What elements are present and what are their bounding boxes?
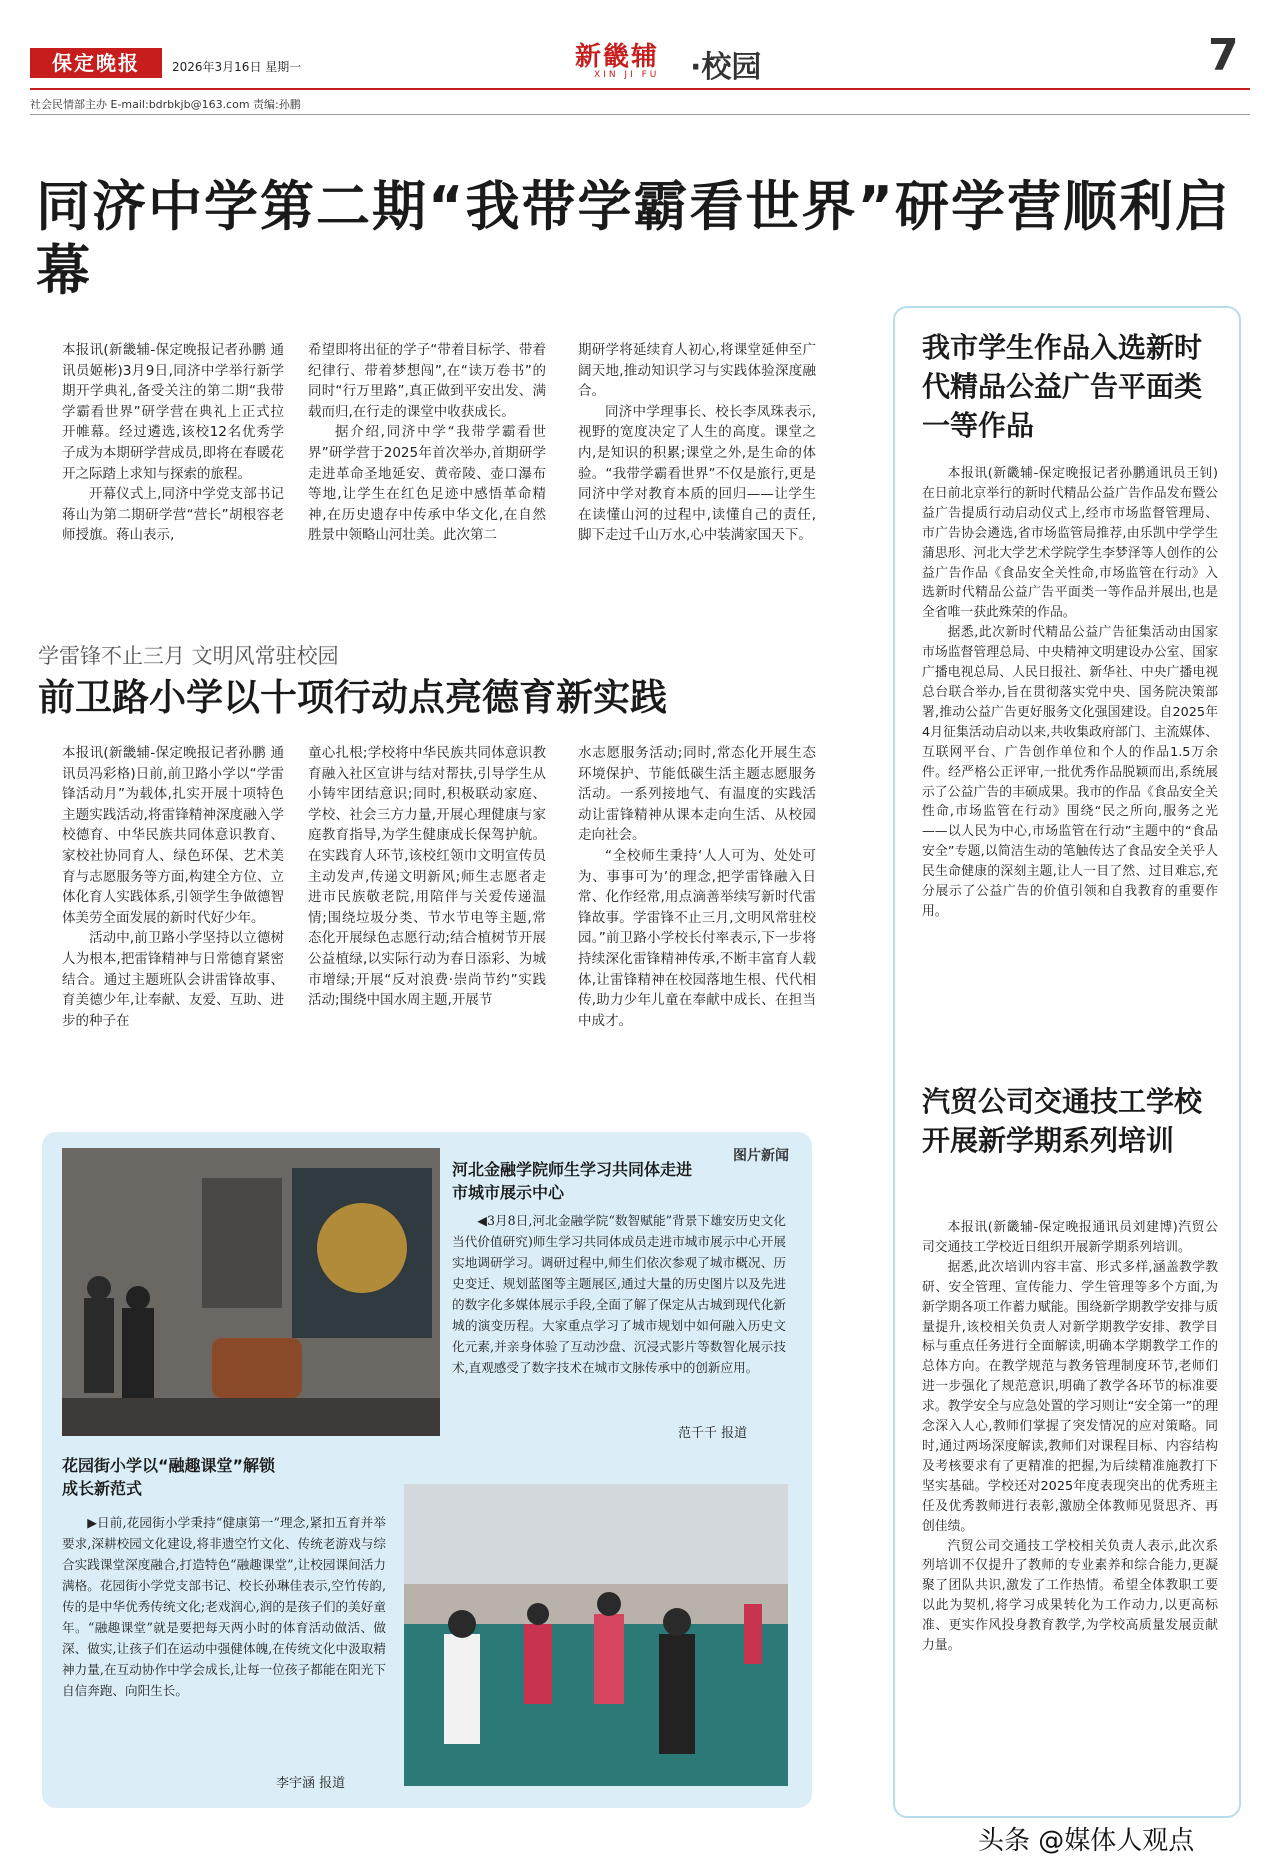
article1-col2-p2: 据介绍,同济中学“我带学霸看世界”研学营于2025年首次举办,首期研学走进革命圣地延安、黄帝陵、壶口瀑布等地,让学生在红色足迹中感悟革命精神,在历史遗存中传承中华文化,在自然胜景中领略山河壮美。此次第二 bbox=[308, 424, 546, 544]
newspaper-logo: 保定晚报 bbox=[30, 48, 162, 78]
article2-col2 bbox=[308, 743, 546, 1011]
article2-col1 bbox=[62, 743, 284, 1031]
article1-col3-p2: 同济中学理事长、校长李凤珠表示,视野的宽度决定了人生的高度。课堂之内,是知识的积累;课堂之外,是生命的体验。“我带学霸看世界”不仅是旅行,更是同济中学对教育本质的回归——让学生在读懂山河的过程中,读懂自己的责任,脚下走过千山万水,心中装满家国天下。 bbox=[578, 403, 816, 544]
photo-item2-body bbox=[62, 1512, 386, 1701]
sidebar-article1-p1: 本报讯(新畿辅-保定晚报记者孙鹏通讯员王钊)在日前北京举行的新时代精品公益广告作品发布暨公益广告提质行动启动仪式上,经市市场监督管理局、市广告协会遴选,省市场监管局推荐,由乐凯中学学生蒲思形、河北大学艺术学院学生李梦泽等人创作的公益广告作品《食品安全关性命,市场监管在行动》入选新时代精品公益广告平面类一等作品并展出,也是全省唯一获此殊荣的作品。 bbox=[922, 466, 1218, 621]
section-name: ·校园 bbox=[690, 50, 762, 85]
photo-item1-text: ◀3月8日,河北金融学院“数智赋能”背景下雄安历史文化当代价值研究)师生学习共同体成员走进市城市展示中心开展实地调研学习。调研过程中,师生们依次参观了城市概况、历史变迁、规划蓝图等主题展区,通过大量的历史图片以及先进的数字化多媒体展示手段,全面了解了保定从古城到现代化新城的演变历程。大家重点学习了城市规划中如何融入历史文化元素,并亲身体验了互动沙盘、沉浸式影片等数智化展示技术,直观感受了数字技术在城市文脉传承中的创新应用。 bbox=[452, 1213, 786, 1375]
photo-item1-body bbox=[452, 1210, 786, 1378]
source-watermark: 头条 @媒体人观点 bbox=[978, 1826, 1195, 1856]
article2-col3 bbox=[578, 743, 816, 1031]
article1-col2-p1: 希望即将出征的学子“带着目标学、带着纪律行、带着梦想闯”,在“读万卷书”的同时“行万里路”,真正做到平安出发、满载而归,在行走的课堂中收获成长。 bbox=[308, 342, 546, 420]
article1-col3-p1: 期研学将延续育人初心,将课堂延伸至广阔天地,推动知识学习与实践体验深度融合。 bbox=[578, 342, 816, 400]
article1-headline: 同济中学第二期“我带学霸看世界”研学营顺利启幕 bbox=[36, 175, 1231, 302]
photo-item1-title: 河北金融学院师生学习共同体走进市城市展示中心 bbox=[452, 1160, 693, 1202]
masthead-rule bbox=[30, 88, 1250, 90]
sidebar-article2-p2: 据悉,此次培训内容丰富、形式多样,涵盖教学教研、安全管理、宣传能力、学生管理等多个方面,为新学期各项工作蓄力赋能。围绕新学期教学安排与质量提升,该校相关负责人对新学期教学安排、教学目标与重点任务进行全面解读,明确本学期教学工作的总体方向。在教学规范与教务管理制度环节,老师们进一步强化了规范意识,明确了教学各环节的标准要求。教学安全与应急处置的学习则让“安全第一”的理念深入人心,教师们掌握了突发情况的应对策略。同时,通过两场深度解读,教师们对课程目标、内容结构及考核要求有了更精准的把握,为后续精准施教打下坚实基础。学校还对2025年度表现突出的优秀班主任及优秀教师进行表彰,激励全体教师见贤思齐、再创佳绩。 bbox=[922, 1259, 1218, 1534]
article1-col1-p2: 开幕仪式上,同济中学党支部书记蒋山为第二期研学营“营长”胡根容老师授旗。蒋山表示, bbox=[62, 486, 284, 544]
page-number: 7 bbox=[1208, 30, 1239, 81]
photo-news-label: 图片新闻 bbox=[733, 1148, 789, 1164]
article2-headline: 前卫路小学以十项行动点亮德育新实践 bbox=[38, 676, 667, 719]
schoolyard-illustration bbox=[404, 1484, 788, 1786]
photo-item2-credit: 李宇涵 报道 bbox=[276, 1776, 346, 1791]
sidebar-article1 bbox=[922, 464, 1218, 922]
kongzhu-class-photo bbox=[404, 1484, 788, 1786]
article2-col3-p1: 水志愿服务活动;同时,常态化开展生态环境保护、节能低碳生活主题志愿服务活动。一系列接地气、有温度的实践活动让雷锋精神从课本走向生活、从校园走向社会。 bbox=[578, 745, 816, 844]
sidebar-article1-p2: 据悉,此次新时代精品公益广告征集活动由国家市场监督管理总局、中央精神文明建设办公室、国家广播电视总局、人民日报社、新华社、中央广播电视总台联合举办,旨在贯彻落实党中央、国务院决策部署,推动公益广告更好服务文化强国建设。自2025年4月征集活动启动以来,共收集政府部门、主流媒体、互联网平台、广告创作单位和个人的作品1.5万余件。经严格公正评审,一批优秀作品脱颖而出,系统展示了公益广告的丰硕成果。我市的作品《食品安全关性命,市场监管在行动》围绕“民之所向,服务之光——以人民为中心,市场监管在行动”主题中的“食品安全”专题,以简洁生动的笔触传达了食品安全关乎人民生命健康的深刻主题,让人一目了然、过目难忘,充分展示了公益广告的价值引领和自我教育的重要作用。 bbox=[922, 625, 1218, 919]
photo-item2-title: 花园街小学以“融趣课堂”解锁成长新范式 bbox=[62, 1456, 276, 1498]
photo-item1-credit: 范千千 报道 bbox=[678, 1426, 748, 1441]
photo-item2-text: ▶日前,花园街小学秉持“健康第一”理念,紧扣五育并举要求,深耕校园文化建设,将非遗空竹文化、传统老游戏与综合实践课堂深度融合,打造特色“融趣课堂”,让校园课间活力满格。花园街小学党支部书记、校长孙琳佳表示,空竹传韵,传的是中华优秀传统文化;老戏润心,润的是孩子们的美好童年。“融趣课堂”就是要把每天两小时的体育活动做活、做深、做实,让孩子们在运动中强健体魄,在传统文化中汲取精神力量,在互动协作中学会成长,让每一位孩子都能在阳光下自信奔跑、向阳生长。 bbox=[62, 1515, 386, 1698]
editor-line: 社会民情部主办 E-mail:bdrbkjb@163.com 责编:孙鹏 bbox=[30, 98, 301, 111]
article2-col1-p2: 活动中,前卫路小学坚持以立德树人为根本,把雷锋精神与日常德育紧密结合。通过主题班队会讲雷锋故事、育美德少年,让奉献、友爱、互助、进步的种子在 bbox=[62, 930, 284, 1029]
issue-date: 2026年3月16日 星期一 bbox=[172, 60, 302, 74]
masthead-subrule bbox=[30, 114, 1250, 115]
exhibition-hall-illustration bbox=[62, 1148, 440, 1436]
sidebar-headline2: 汽贸公司交通技工学校开展新学期系列培训 bbox=[922, 1085, 1203, 1157]
sidebar-headline1: 我市学生作品入选新时代精品公益广告平面类一等作品 bbox=[922, 331, 1203, 442]
article1-col1-p1: 本报讯(新畿辅-保定晚报记者孙鹏 通讯员姬彬)3月9日,同济中学举行新学期开学典礼,备受关注的第二期“我带学霸看世界”研学营在典礼上正式拉开帷幕。经过遴选,该校12名优秀学子成为本期研学营成员,即将在春暖花开之际踏上求知与探索的旅程。 bbox=[62, 342, 284, 482]
article2-col2-p1: 童心扎根;学校将中华民族共同体意识教育融入社区宣讲与结对帮扶,引导学生从小铸牢团结意识;同时,积极联动家庭、学校、社会三方力量,开展心理健康与家庭教育指导,为学生健康成长保驾护航。在实践育人环节,该校红领巾文明宣传员主动发声,传递文明新风;师生志愿者走进市民族敬老院,用陪伴与关爱传递温情;围绕垃圾分类、节水节电等主题,常态化开展绿色志愿行动;结合植树节开展公益植绿,以实际行动为春日添彩、为城市增绿;开展“反对浪费·崇尚节约”实践活动;围绕中国水周主题,开展节 bbox=[308, 745, 546, 1009]
article2-kicker: 学雷锋不止三月 文明风常驻校园 bbox=[38, 644, 339, 668]
article2-col3-p2: “全校师生秉持‘人人可为、处处可为、事事可为’的理念,把学雷锋融入日常、化作经常,用点滴善举续写新时代雷锋故事。学雷锋不止三月,文明风常驻校园。”前卫路小学校长付率表示,下一步将持续深化雷锋精神传承,不断丰富育人载体,让雷锋精神在校园落地生根、代代相传,助力少年儿童在奉献中成长、在担当中成才。 bbox=[578, 847, 816, 1029]
section-brand-pinyin: XIN JI FU bbox=[594, 70, 660, 80]
article1-col3 bbox=[578, 340, 816, 546]
article1-col1 bbox=[62, 340, 284, 546]
sidebar-article2-p1: 本报讯(新畿辅-保定晚报通讯员刘建博)汽贸公司交通技工学校近日组织开展新学期系列培训。 bbox=[922, 1220, 1218, 1255]
city-exhibition-photo bbox=[62, 1148, 440, 1436]
sidebar-article2-p3: 汽贸公司交通技工学校相关负责人表示,此次系列培训不仅提升了教师的专业素养和综合能力,更凝聚了团队共识,激发了工作热情。希望全体教职工要以此为契机,将学习成果转化为工作动力,以更高标准、更实作风投身教育教学,为学校高质量发展贡献力量。 bbox=[922, 1538, 1218, 1654]
sidebar-article2 bbox=[922, 1218, 1218, 1656]
article1-col2 bbox=[308, 340, 546, 546]
article2-col1-p1: 本报讯(新畿辅-保定晚报记者孙鹏 通讯员冯彩格)日前,前卫路小学以“学雷锋活动月”为载体,扎实开展十项特色主题实践活动,将雷锋精神深度融入学校德育、中华民族共同体意识教育、家校社协同育人、绿色环保、艺术美育与志愿服务等方面,构建全方位、立体化育人实践体系,引领学生争做德智体美劳全面发展的新时代好少年。 bbox=[62, 745, 284, 926]
section-brand: 新畿辅 bbox=[575, 42, 660, 72]
